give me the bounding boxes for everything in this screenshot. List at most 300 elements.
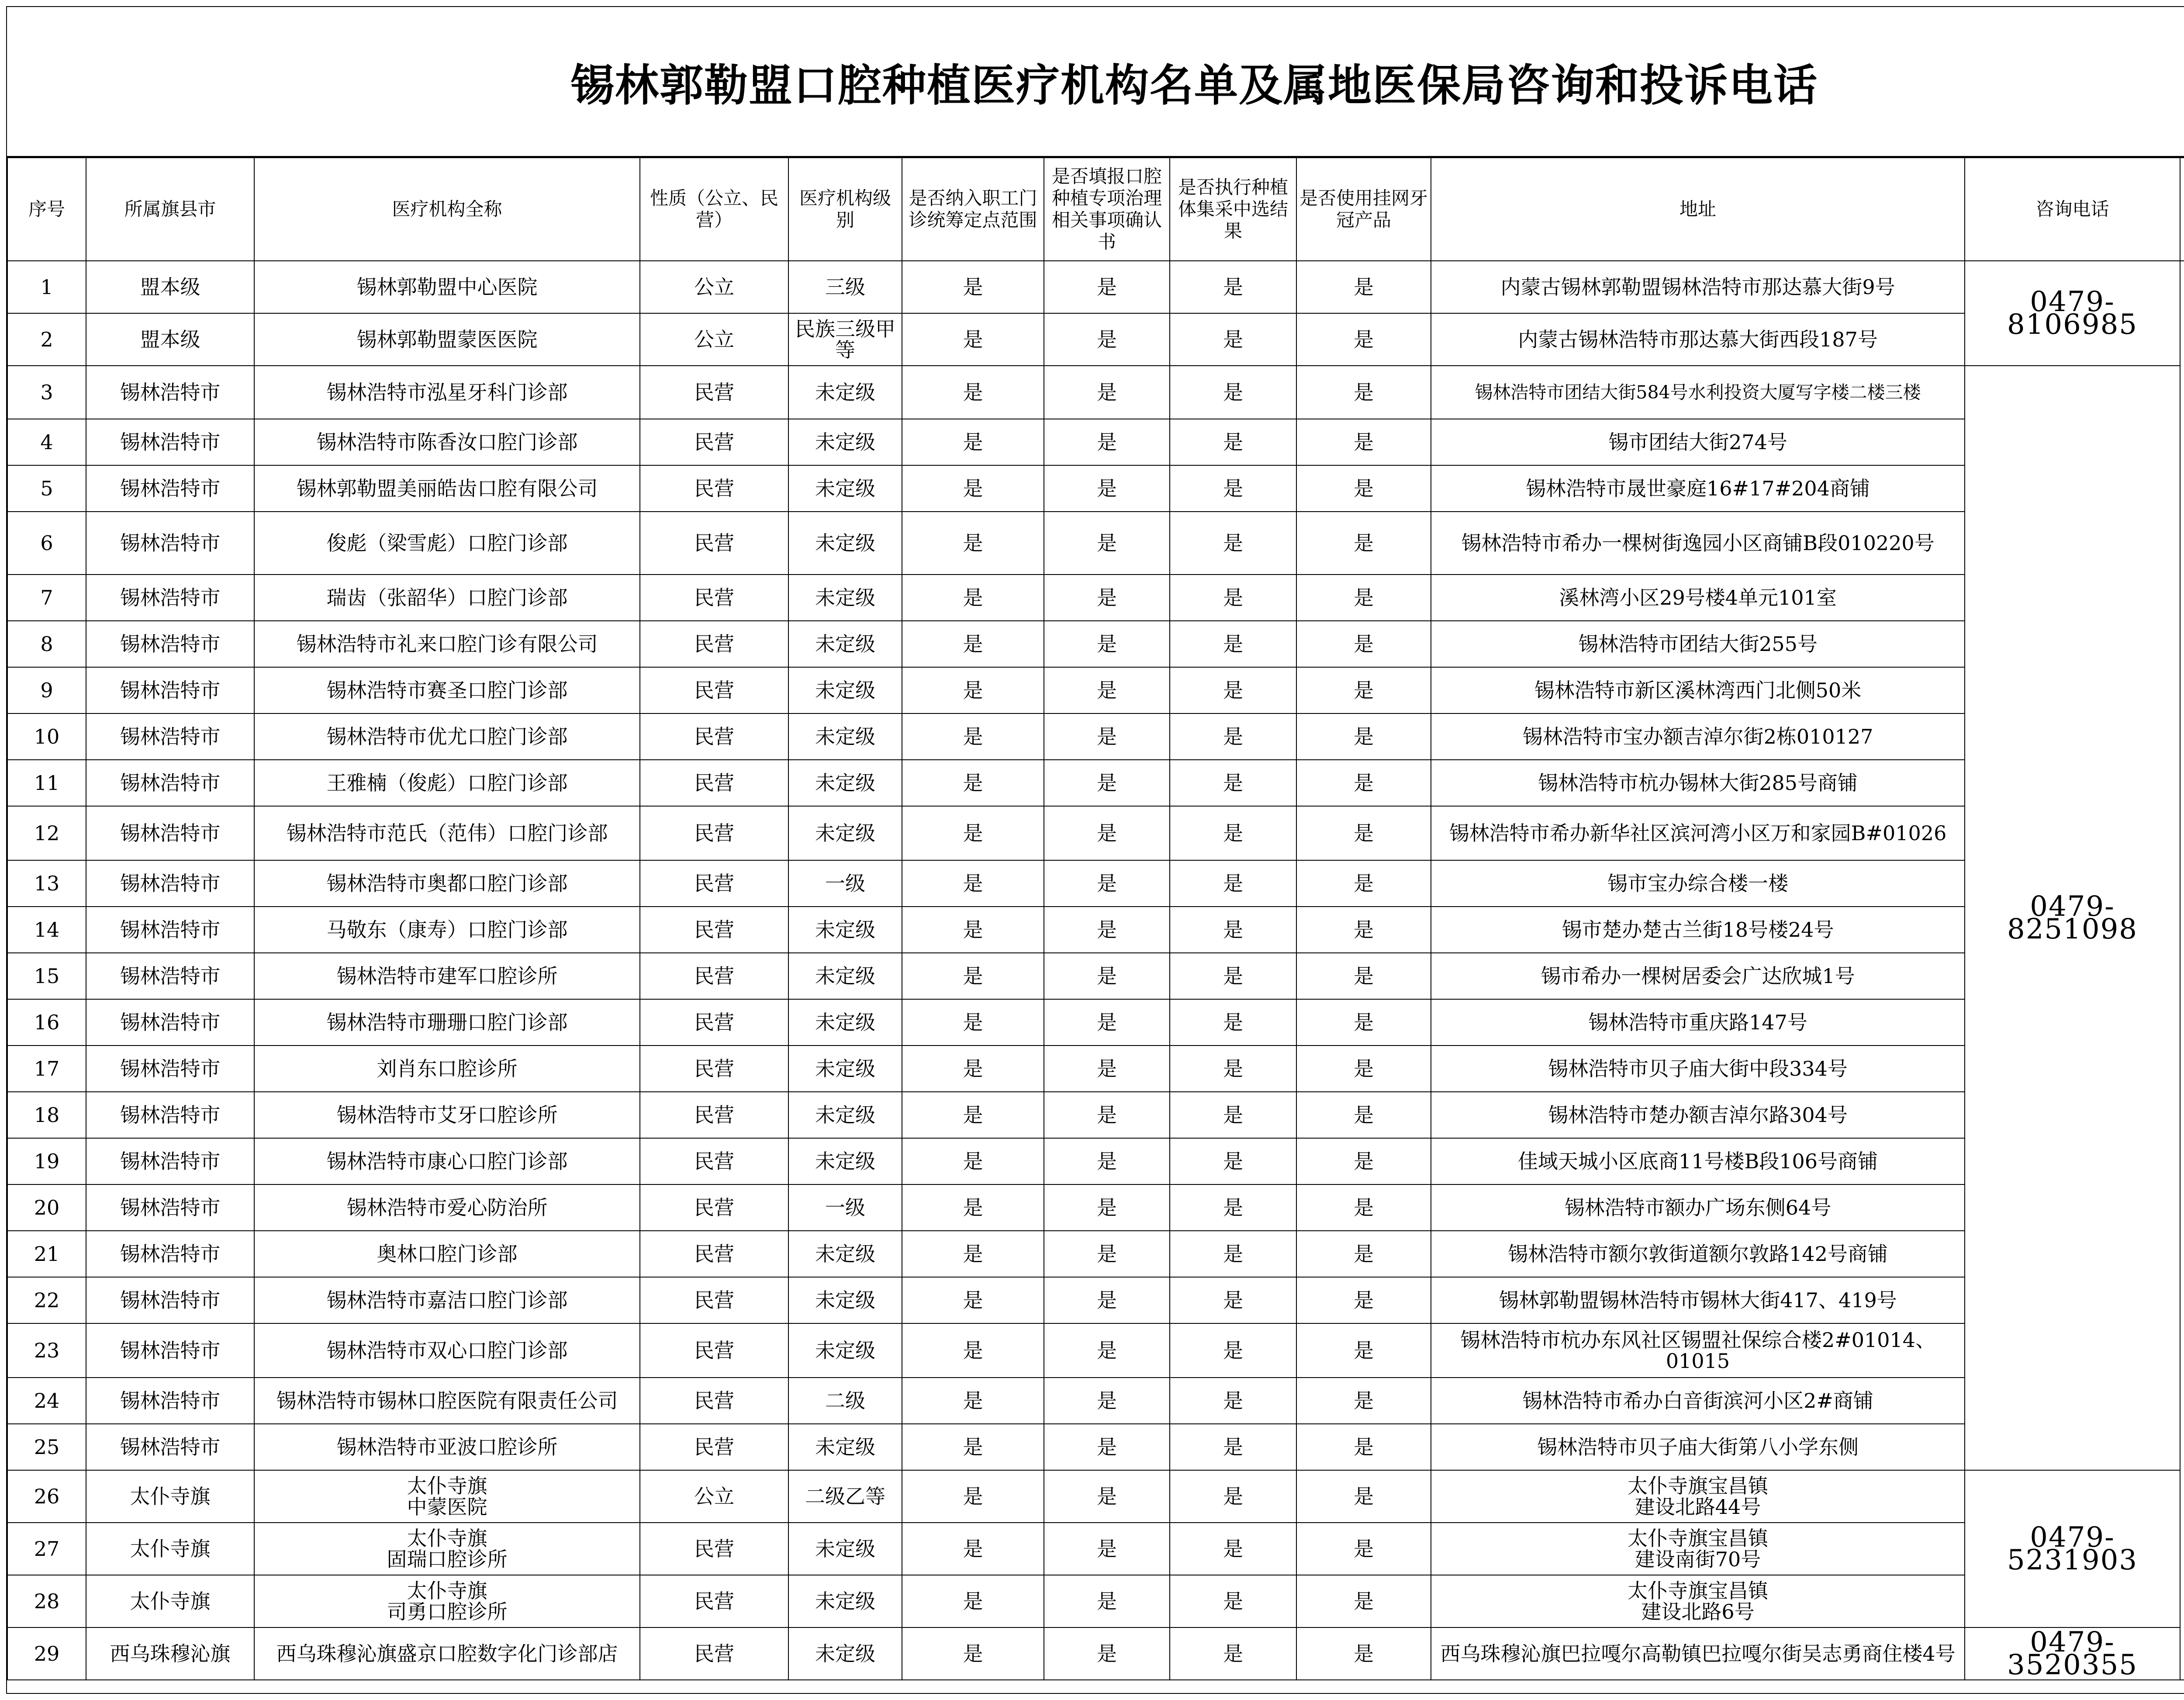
cell-crown-products: 是 xyxy=(1296,1627,1431,1680)
cell-no: 22 xyxy=(7,1277,86,1323)
cell-level: 未定级 xyxy=(788,667,902,713)
cell-crown-products: 是 xyxy=(1296,621,1431,667)
cell-nature: 民营 xyxy=(640,1323,788,1378)
cell-county: 锡林浩特市 xyxy=(86,1378,254,1424)
cell-outpatient-pool: 是 xyxy=(902,907,1044,953)
consult-phone-cell: 0479-8251098 xyxy=(1965,366,2180,1470)
cell-no: 24 xyxy=(7,1378,86,1424)
cell-county: 锡林浩特市 xyxy=(86,1046,254,1092)
cell-level: 未定级 xyxy=(788,1323,902,1378)
cell-implant-procurement: 是 xyxy=(1170,1092,1296,1138)
cell-address: 锡林浩特市希办新华社区滨河湾小区万和家园B#01026 xyxy=(1431,806,1965,860)
cell-crown-products: 是 xyxy=(1296,999,1431,1046)
header-no: 序号 xyxy=(7,158,86,261)
cell-level: 未定级 xyxy=(788,575,902,621)
institution-table xyxy=(7,157,2184,1680)
cell-name: 太仆寺旗 固瑞口腔诊所 xyxy=(254,1523,640,1575)
cell-address: 锡市希办一棵树居委会广达欣城1号 xyxy=(1431,953,1965,999)
cell-nature: 民营 xyxy=(640,1523,788,1575)
cell-name: 锡林浩特市艾牙口腔诊所 xyxy=(254,1092,640,1138)
cell-confirmation: 是 xyxy=(1044,1184,1170,1231)
cell-county: 锡林浩特市 xyxy=(86,1277,254,1323)
header-county: 所属旗县市 xyxy=(86,158,254,261)
cell-level: 未定级 xyxy=(788,999,902,1046)
cell-crown-products: 是 xyxy=(1296,1138,1431,1184)
cell-no: 17 xyxy=(7,1046,86,1092)
cell-county: 锡林浩特市 xyxy=(86,1231,254,1277)
cell-outpatient-pool: 是 xyxy=(902,1092,1044,1138)
cell-county: 锡林浩特市 xyxy=(86,1323,254,1378)
table-row xyxy=(7,999,2184,1046)
cell-county: 太仆寺旗 xyxy=(86,1470,254,1523)
cell-address: 佳域天城小区底商11号楼B段106号商铺 xyxy=(1431,1138,1965,1184)
cell-level: 未定级 xyxy=(788,806,902,860)
cell-outpatient-pool: 是 xyxy=(902,667,1044,713)
header-consult-phone: 咨询电话 xyxy=(1965,158,2180,261)
cell-level: 未定级 xyxy=(788,1627,902,1680)
table-row xyxy=(7,1046,2184,1092)
cell-implant-procurement: 是 xyxy=(1170,313,1296,366)
cell-implant-procurement: 是 xyxy=(1170,1424,1296,1470)
cell-level: 未定级 xyxy=(788,1138,902,1184)
cell-county: 锡林浩特市 xyxy=(86,1138,254,1184)
cell-no: 20 xyxy=(7,1184,86,1231)
cell-address: 锡林浩特市希办白音街滨河小区2#商铺 xyxy=(1431,1378,1965,1424)
table-row xyxy=(7,465,2184,512)
cell-name: 锡林浩特市双心口腔门诊部 xyxy=(254,1323,640,1378)
cell-crown-products: 是 xyxy=(1296,860,1431,907)
cell-nature: 民营 xyxy=(640,713,788,760)
cell-no: 19 xyxy=(7,1138,86,1184)
cell-level: 未定级 xyxy=(788,621,902,667)
table-row xyxy=(7,860,2184,907)
cell-name: 锡林浩特市爱心防治所 xyxy=(254,1184,640,1231)
cell-no: 7 xyxy=(7,575,86,621)
cell-level: 未定级 xyxy=(788,1046,902,1092)
cell-address: 锡林浩特市新区溪林湾西门北侧50米 xyxy=(1431,667,1965,713)
cell-outpatient-pool: 是 xyxy=(902,1523,1044,1575)
cell-county: 锡林浩特市 xyxy=(86,621,254,667)
cell-nature: 民营 xyxy=(640,760,788,806)
cell-name: 锡林浩特市奥都口腔门诊部 xyxy=(254,860,640,907)
cell-implant-procurement: 是 xyxy=(1170,1323,1296,1378)
table-row xyxy=(7,1378,2184,1424)
cell-confirmation: 是 xyxy=(1044,575,1170,621)
cell-crown-products: 是 xyxy=(1296,1184,1431,1231)
header-confirmation: 是否填报口腔种植专项治理相关事项确认书 xyxy=(1044,158,1170,261)
cell-level: 未定级 xyxy=(788,366,902,419)
header-implant-procurement: 是否执行种植体集采中选结果 xyxy=(1170,158,1296,261)
document-title: 锡林郭勒盟口腔种植医疗机构名单及属地医保局咨询和投诉电话 xyxy=(7,7,2184,157)
cell-nature: 公立 xyxy=(640,1470,788,1523)
cell-no: 6 xyxy=(7,512,86,575)
cell-level: 未定级 xyxy=(788,713,902,760)
cell-name: 锡林浩特市陈香汝口腔门诊部 xyxy=(254,419,640,465)
cell-implant-procurement: 是 xyxy=(1170,261,1296,313)
cell-name: 俊彪（梁雪彪）口腔门诊部 xyxy=(254,512,640,575)
cell-confirmation: 是 xyxy=(1044,261,1170,313)
cell-level: 三级 xyxy=(788,261,902,313)
cell-county: 太仆寺旗 xyxy=(86,1523,254,1575)
cell-county: 盟本级 xyxy=(86,261,254,313)
cell-confirmation: 是 xyxy=(1044,366,1170,419)
cell-level: 未定级 xyxy=(788,512,902,575)
header-crown-products: 是否使用挂网牙冠产品 xyxy=(1296,158,1431,261)
table-row xyxy=(7,713,2184,760)
cell-implant-procurement: 是 xyxy=(1170,1231,1296,1277)
cell-outpatient-pool: 是 xyxy=(902,999,1044,1046)
cell-confirmation: 是 xyxy=(1044,1138,1170,1184)
cell-address: 锡市楚办楚古兰街18号楼24号 xyxy=(1431,907,1965,953)
cell-address: 太仆寺旗宝昌镇 建设南街70号 xyxy=(1431,1523,1965,1575)
cell-level: 一级 xyxy=(788,1184,902,1231)
cell-county: 太仆寺旗 xyxy=(86,1575,254,1627)
cell-address: 锡林浩特市楚办额吉淖尔路304号 xyxy=(1431,1092,1965,1138)
cell-address: 锡林浩特市宝办额吉淖尔街2栋010127 xyxy=(1431,713,1965,760)
cell-nature: 民营 xyxy=(640,806,788,860)
cell-name: 瑞齿（张韶华）口腔门诊部 xyxy=(254,575,640,621)
cell-outpatient-pool: 是 xyxy=(902,1424,1044,1470)
cell-address: 锡林浩特市希办一棵树街逸园小区商铺B段010220号 xyxy=(1431,512,1965,575)
cell-implant-procurement: 是 xyxy=(1170,1378,1296,1424)
cell-implant-procurement: 是 xyxy=(1170,1470,1296,1523)
table-row xyxy=(7,1138,2184,1184)
cell-implant-procurement: 是 xyxy=(1170,907,1296,953)
table-row xyxy=(7,1231,2184,1277)
cell-name: 锡林郭勒盟蒙医医院 xyxy=(254,313,640,366)
cell-implant-procurement: 是 xyxy=(1170,713,1296,760)
cell-name: 锡林浩特市泓星牙科门诊部 xyxy=(254,366,640,419)
cell-no: 13 xyxy=(7,860,86,907)
cell-level: 未定级 xyxy=(788,465,902,512)
cell-level: 未定级 xyxy=(788,1231,902,1277)
cell-name: 锡林郭勒盟美丽皓齿口腔有限公司 xyxy=(254,465,640,512)
cell-implant-procurement: 是 xyxy=(1170,667,1296,713)
cell-address: 锡林郭勒盟锡林浩特市锡林大街417、419号 xyxy=(1431,1277,1965,1323)
cell-confirmation: 是 xyxy=(1044,1378,1170,1424)
table-row xyxy=(7,907,2184,953)
cell-name: 锡林郭勒盟中心医院 xyxy=(254,261,640,313)
cell-crown-products: 是 xyxy=(1296,713,1431,760)
cell-implant-procurement: 是 xyxy=(1170,1138,1296,1184)
cell-address: 锡市宝办综合楼一楼 xyxy=(1431,860,1965,907)
cell-level: 未定级 xyxy=(788,1277,902,1323)
cell-nature: 公立 xyxy=(640,261,788,313)
cell-level: 民族三级甲等 xyxy=(788,313,902,366)
cell-name: 锡林浩特市赛圣口腔门诊部 xyxy=(254,667,640,713)
table-row xyxy=(7,621,2184,667)
cell-address: 内蒙古锡林浩特市那达慕大街西段187号 xyxy=(1431,313,1965,366)
cell-nature: 民营 xyxy=(640,1378,788,1424)
table-row xyxy=(7,575,2184,621)
table-row xyxy=(7,806,2184,860)
cell-crown-products: 是 xyxy=(1296,760,1431,806)
cell-no: 4 xyxy=(7,419,86,465)
table-row xyxy=(7,667,2184,713)
cell-nature: 民营 xyxy=(640,860,788,907)
cell-nature: 民营 xyxy=(640,1575,788,1627)
cell-name: 奥林口腔门诊部 xyxy=(254,1231,640,1277)
cell-implant-procurement: 是 xyxy=(1170,860,1296,907)
table-row xyxy=(7,760,2184,806)
cell-nature: 公立 xyxy=(640,313,788,366)
cell-address: 锡林浩特市团结大街584号水利投资大厦写字楼二楼三楼 xyxy=(1431,366,1965,419)
header-level: 医疗机构级别 xyxy=(788,158,902,261)
cell-no: 25 xyxy=(7,1424,86,1470)
cell-outpatient-pool: 是 xyxy=(902,1575,1044,1627)
cell-address: 锡林浩特市贝子庙大街中段334号 xyxy=(1431,1046,1965,1092)
cell-confirmation: 是 xyxy=(1044,806,1170,860)
cell-nature: 民营 xyxy=(640,667,788,713)
cell-crown-products: 是 xyxy=(1296,1323,1431,1378)
cell-crown-products: 是 xyxy=(1296,1424,1431,1470)
cell-level: 未定级 xyxy=(788,953,902,999)
table-row xyxy=(7,512,2184,575)
cell-name: 太仆寺旗 中蒙医院 xyxy=(254,1470,640,1523)
cell-address: 太仆寺旗宝昌镇 建设北路6号 xyxy=(1431,1575,1965,1627)
cell-county: 锡林浩特市 xyxy=(86,760,254,806)
cell-name: 锡林浩特市康心口腔门诊部 xyxy=(254,1138,640,1184)
cell-level: 未定级 xyxy=(788,1424,902,1470)
cell-county: 锡林浩特市 xyxy=(86,1424,254,1470)
cell-no: 21 xyxy=(7,1231,86,1277)
cell-confirmation: 是 xyxy=(1044,860,1170,907)
cell-county: 锡林浩特市 xyxy=(86,465,254,512)
table-row xyxy=(7,366,2184,419)
cell-address: 锡林浩特市重庆路147号 xyxy=(1431,999,1965,1046)
table-row xyxy=(7,1323,2184,1378)
cell-implant-procurement: 是 xyxy=(1170,1627,1296,1680)
cell-nature: 民营 xyxy=(640,1231,788,1277)
cell-address: 锡林浩特市额尔敦街道额尔敦路142号商铺 xyxy=(1431,1231,1965,1277)
cell-nature: 民营 xyxy=(640,1424,788,1470)
cell-address: 内蒙古锡林郭勒盟锡林浩特市那达慕大街9号 xyxy=(1431,261,1965,313)
cell-crown-products: 是 xyxy=(1296,1046,1431,1092)
cell-outpatient-pool: 是 xyxy=(902,366,1044,419)
cell-name: 西乌珠穆沁旗盛京口腔数字化门诊部店 xyxy=(254,1627,640,1680)
table-row xyxy=(7,1184,2184,1231)
cell-outpatient-pool: 是 xyxy=(902,575,1044,621)
cell-no: 27 xyxy=(7,1523,86,1575)
cell-level: 未定级 xyxy=(788,760,902,806)
cell-confirmation: 是 xyxy=(1044,1470,1170,1523)
cell-nature: 民营 xyxy=(640,621,788,667)
cell-crown-products: 是 xyxy=(1296,419,1431,465)
cell-implant-procurement: 是 xyxy=(1170,1277,1296,1323)
cell-confirmation: 是 xyxy=(1044,999,1170,1046)
cell-crown-products: 是 xyxy=(1296,366,1431,419)
cell-outpatient-pool: 是 xyxy=(902,1277,1044,1323)
cell-nature: 民营 xyxy=(640,1627,788,1680)
cell-outpatient-pool: 是 xyxy=(902,419,1044,465)
cell-confirmation: 是 xyxy=(1044,1046,1170,1092)
cell-confirmation: 是 xyxy=(1044,1323,1170,1378)
header-name: 医疗机构全称 xyxy=(254,158,640,261)
cell-crown-products: 是 xyxy=(1296,512,1431,575)
table-row xyxy=(7,419,2184,465)
cell-outpatient-pool: 是 xyxy=(902,1184,1044,1231)
cell-no: 1 xyxy=(7,261,86,313)
cell-crown-products: 是 xyxy=(1296,1378,1431,1424)
cell-crown-products: 是 xyxy=(1296,1092,1431,1138)
cell-nature: 民营 xyxy=(640,907,788,953)
cell-nature: 民营 xyxy=(640,419,788,465)
table-row xyxy=(7,1424,2184,1470)
cell-crown-products: 是 xyxy=(1296,313,1431,366)
cell-confirmation: 是 xyxy=(1044,1231,1170,1277)
cell-crown-products: 是 xyxy=(1296,953,1431,999)
cell-nature: 民营 xyxy=(640,366,788,419)
cell-no: 12 xyxy=(7,806,86,860)
cell-name: 马敬东（康寿）口腔门诊部 xyxy=(254,907,640,953)
cell-outpatient-pool: 是 xyxy=(902,953,1044,999)
cell-address: 锡林浩特市额办广场东侧64号 xyxy=(1431,1184,1965,1231)
cell-implant-procurement: 是 xyxy=(1170,621,1296,667)
cell-nature: 民营 xyxy=(640,953,788,999)
cell-outpatient-pool: 是 xyxy=(902,1378,1044,1424)
cell-level: 二级 xyxy=(788,1378,902,1424)
cell-confirmation: 是 xyxy=(1044,621,1170,667)
cell-nature: 民营 xyxy=(640,1184,788,1231)
cell-confirmation: 是 xyxy=(1044,1523,1170,1575)
cell-implant-procurement: 是 xyxy=(1170,575,1296,621)
cell-outpatient-pool: 是 xyxy=(902,621,1044,667)
cell-outpatient-pool: 是 xyxy=(902,1470,1044,1523)
consult-phone-cell: 0479-3520355 xyxy=(1965,1627,2180,1680)
cell-address: 锡林浩特市杭办东风社区锡盟社保综合楼2#01014、01015 xyxy=(1431,1323,1965,1378)
cell-no: 8 xyxy=(7,621,86,667)
cell-address: 锡林浩特市晟世豪庭16#17#204商铺 xyxy=(1431,465,1965,512)
table-row xyxy=(7,1627,2184,1680)
cell-crown-products: 是 xyxy=(1296,1523,1431,1575)
cell-name: 锡林浩特市锡林口腔医院有限责任公司 xyxy=(254,1378,640,1424)
cell-confirmation: 是 xyxy=(1044,1575,1170,1627)
cell-county: 锡林浩特市 xyxy=(86,419,254,465)
header-outpatient-pool: 是否纳入职工门诊统筹定点范围 xyxy=(902,158,1044,261)
cell-crown-products: 是 xyxy=(1296,667,1431,713)
cell-county: 锡林浩特市 xyxy=(86,953,254,999)
cell-nature: 民营 xyxy=(640,512,788,575)
cell-no: 14 xyxy=(7,907,86,953)
cell-county: 锡林浩特市 xyxy=(86,907,254,953)
cell-implant-procurement: 是 xyxy=(1170,760,1296,806)
cell-level: 未定级 xyxy=(788,1575,902,1627)
cell-implant-procurement: 是 xyxy=(1170,366,1296,419)
cell-implant-procurement: 是 xyxy=(1170,465,1296,512)
cell-implant-procurement: 是 xyxy=(1170,1184,1296,1231)
table-row xyxy=(7,1092,2184,1138)
cell-outpatient-pool: 是 xyxy=(902,1231,1044,1277)
cell-crown-products: 是 xyxy=(1296,1277,1431,1323)
cell-address: 锡林浩特市团结大街255号 xyxy=(1431,621,1965,667)
cell-confirmation: 是 xyxy=(1044,907,1170,953)
cell-outpatient-pool: 是 xyxy=(902,261,1044,313)
cell-implant-procurement: 是 xyxy=(1170,1575,1296,1627)
cell-name: 锡林浩特市优尤口腔门诊部 xyxy=(254,713,640,760)
document-page xyxy=(6,6,2184,1694)
cell-no: 26 xyxy=(7,1470,86,1523)
cell-nature: 民营 xyxy=(640,1277,788,1323)
header-nature: 性质（公立、民营） xyxy=(640,158,788,261)
cell-outpatient-pool: 是 xyxy=(902,1046,1044,1092)
cell-name: 太仆寺旗 司勇口腔诊所 xyxy=(254,1575,640,1627)
cell-county: 锡林浩特市 xyxy=(86,860,254,907)
cell-level: 未定级 xyxy=(788,907,902,953)
cell-level: 一级 xyxy=(788,860,902,907)
cell-name: 锡林浩特市嘉洁口腔门诊部 xyxy=(254,1277,640,1323)
cell-level: 二级乙等 xyxy=(788,1470,902,1523)
cell-no: 23 xyxy=(7,1323,86,1378)
header-address: 地址 xyxy=(1431,158,1965,261)
cell-confirmation: 是 xyxy=(1044,1092,1170,1138)
cell-nature: 民营 xyxy=(640,465,788,512)
cell-no: 16 xyxy=(7,999,86,1046)
cell-no: 5 xyxy=(7,465,86,512)
cell-nature: 民营 xyxy=(640,1138,788,1184)
cell-county: 盟本级 xyxy=(86,313,254,366)
cell-county: 锡林浩特市 xyxy=(86,999,254,1046)
cell-nature: 民营 xyxy=(640,999,788,1046)
cell-address: 太仆寺旗宝昌镇 建设北路44号 xyxy=(1431,1470,1965,1523)
cell-implant-procurement: 是 xyxy=(1170,953,1296,999)
cell-implant-procurement: 是 xyxy=(1170,419,1296,465)
cell-name: 刘肖东口腔诊所 xyxy=(254,1046,640,1092)
cell-address: 锡市团结大街274号 xyxy=(1431,419,1965,465)
header-complaint-phone xyxy=(2180,158,2184,261)
cell-no: 11 xyxy=(7,760,86,806)
cell-no: 28 xyxy=(7,1575,86,1627)
cell-crown-products: 是 xyxy=(1296,1231,1431,1277)
cell-crown-products: 是 xyxy=(1296,806,1431,860)
cell-confirmation: 是 xyxy=(1044,713,1170,760)
complaint-phone-cell xyxy=(2180,261,2184,1680)
cell-county: 锡林浩特市 xyxy=(86,806,254,860)
cell-crown-products: 是 xyxy=(1296,465,1431,512)
cell-crown-products: 是 xyxy=(1296,1575,1431,1627)
cell-address: 锡林浩特市贝子庙大街第八小学东侧 xyxy=(1431,1424,1965,1470)
cell-implant-procurement: 是 xyxy=(1170,999,1296,1046)
cell-outpatient-pool: 是 xyxy=(902,512,1044,575)
cell-address: 溪林湾小区29号楼4单元101室 xyxy=(1431,575,1965,621)
cell-outpatient-pool: 是 xyxy=(902,806,1044,860)
table-body xyxy=(7,261,2184,1680)
cell-outpatient-pool: 是 xyxy=(902,1323,1044,1378)
cell-crown-products: 是 xyxy=(1296,907,1431,953)
cell-confirmation: 是 xyxy=(1044,1277,1170,1323)
cell-confirmation: 是 xyxy=(1044,419,1170,465)
cell-county: 锡林浩特市 xyxy=(86,667,254,713)
cell-crown-products: 是 xyxy=(1296,261,1431,313)
cell-implant-procurement: 是 xyxy=(1170,1523,1296,1575)
cell-level: 未定级 xyxy=(788,1092,902,1138)
cell-confirmation: 是 xyxy=(1044,667,1170,713)
table-header-row xyxy=(7,158,2184,261)
cell-confirmation: 是 xyxy=(1044,953,1170,999)
cell-nature: 民营 xyxy=(640,575,788,621)
cell-county: 锡林浩特市 xyxy=(86,512,254,575)
consult-phone-cell: 0479-5231903 xyxy=(1965,1470,2180,1627)
cell-level: 未定级 xyxy=(788,419,902,465)
cell-name: 锡林浩特市建军口腔诊所 xyxy=(254,953,640,999)
cell-no: 3 xyxy=(7,366,86,419)
cell-implant-procurement: 是 xyxy=(1170,512,1296,575)
cell-name: 锡林浩特市礼来口腔门诊有限公司 xyxy=(254,621,640,667)
cell-implant-procurement: 是 xyxy=(1170,1046,1296,1092)
cell-nature: 民营 xyxy=(640,1092,788,1138)
cell-county: 锡林浩特市 xyxy=(86,366,254,419)
cell-outpatient-pool: 是 xyxy=(902,760,1044,806)
cell-county: 锡林浩特市 xyxy=(86,1184,254,1231)
